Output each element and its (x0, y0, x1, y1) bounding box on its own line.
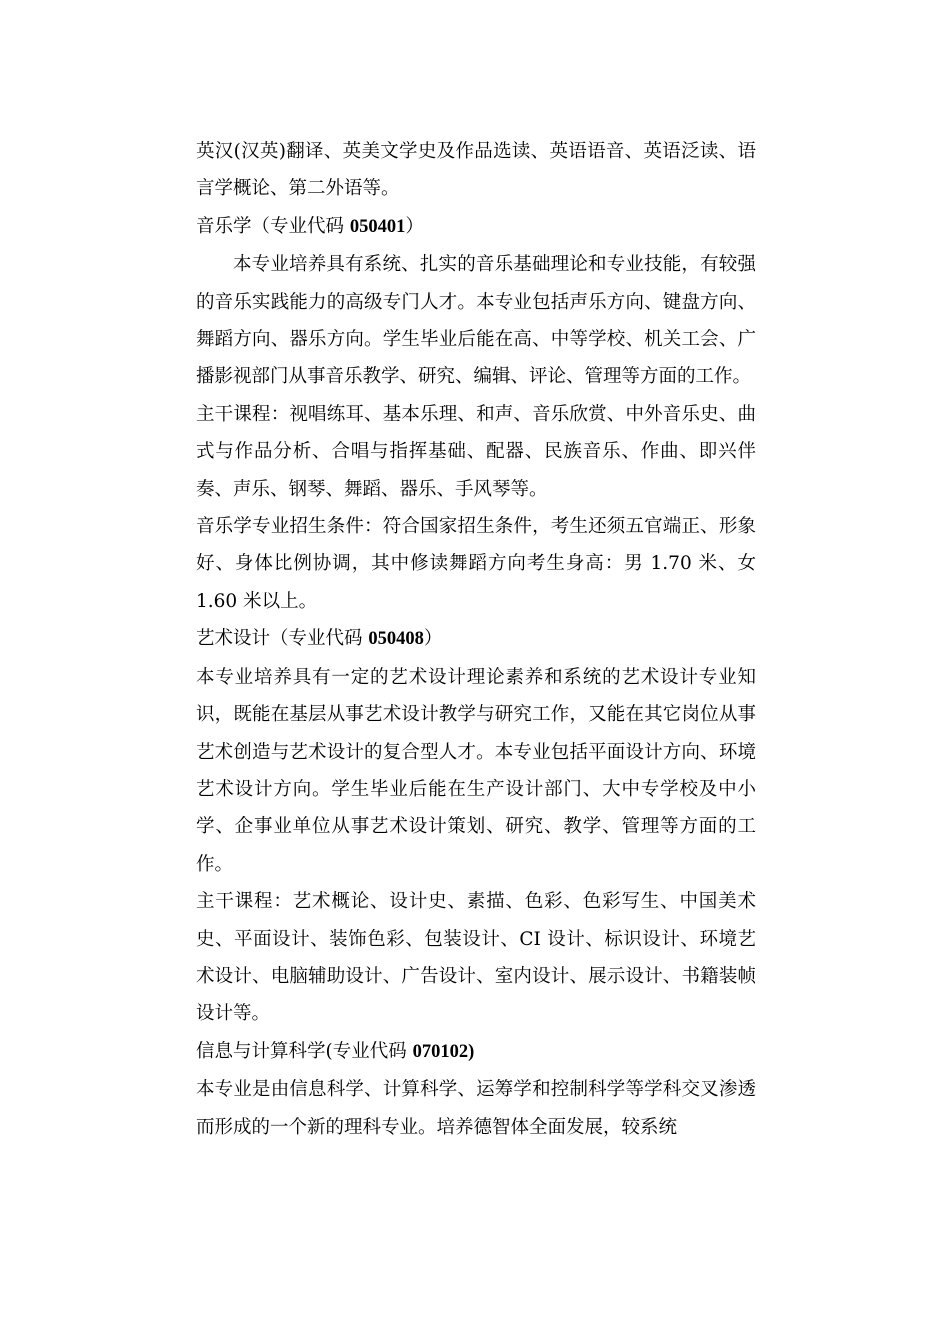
info-heading-text: 信息与计算科学(专业代码 (196, 1040, 413, 1062)
art-intro-paragraph: 本专业培养具有一定的艺术设计理论素养和系统的艺术设计专业知识，既能在基层从事艺术设计教学与研究工作，又能在其它岗位从事艺术创造与艺术设计的复合型人才。本专业包括平面设计方向、环境艺术设计方向。学生毕业后能在生产设计部门、大中专学校及中小学、企事业单位从事艺术设计策划、研究、教学、管理等方面的工作。 (196, 666, 756, 875)
music-intro-paragraph: 本专业培养具有系统、扎实的音乐基础理论和专业技能，有较强的音乐实践能力的高级专门人才。本专业包括声乐方向、键盘方向、舞蹈方向、器乐方向。学生毕业后能在高、中等学校、机关工会、广播影视部门从事音乐教学、研究、编辑、评论、管理等方面的工作。 (196, 254, 756, 388)
art-major-code: 050408 (368, 629, 424, 650)
art-heading (196, 620, 756, 658)
music-heading (196, 208, 756, 246)
music-courses-paragraph: 主干课程：视唱练耳、基本乐理、和声、音乐欣赏、中外音乐史、曲式与作品分析、合唱与指挥基础、配器、民族音乐、作曲、即兴伴奏、声乐、钢琴、舞蹈、器乐、手风琴等。 (196, 403, 756, 500)
art-heading-close: ） (423, 628, 443, 650)
music-admission-paragraph: 音乐学专业招生条件：符合国家招生条件，考生还须五官端正、形象好、身体比例协调，其中修读舞蹈方向考生身高：男 1.70 米、女 1.60 米以上。 (196, 516, 756, 612)
music-major-code: 050401 (349, 216, 406, 237)
document-body (196, 133, 756, 1146)
info-major-code: 070102) (412, 1041, 475, 1062)
info-heading (196, 1033, 756, 1071)
info-intro-paragraph: 本专业是由信息科学、计算科学、运筹学和控制科学等学科交叉渗透而形成的一个新的理科专业。培养德智体全面发展，较系统 (196, 1079, 756, 1138)
english-courses-paragraph: 英汉(汉英)翻译、英美文学史及作品选读、英语语音、英语泛读、语言学概论、第二外语等。 (196, 141, 756, 200)
music-heading-close: ） (405, 215, 424, 237)
art-heading-text: 艺术设计（专业代码 (196, 628, 369, 650)
music-heading-text: 音乐学（专业代码 (196, 215, 350, 237)
art-courses-paragraph: 主干课程：艺术概论、设计史、素描、色彩、色彩写生、中国美术史、平面设计、装饰色彩、包装设计、CI 设计、标识设计、环境艺术设计、电脑辅助设计、广告设计、室内设计、展示设计、书籍装帧设计等。 (196, 891, 756, 1025)
